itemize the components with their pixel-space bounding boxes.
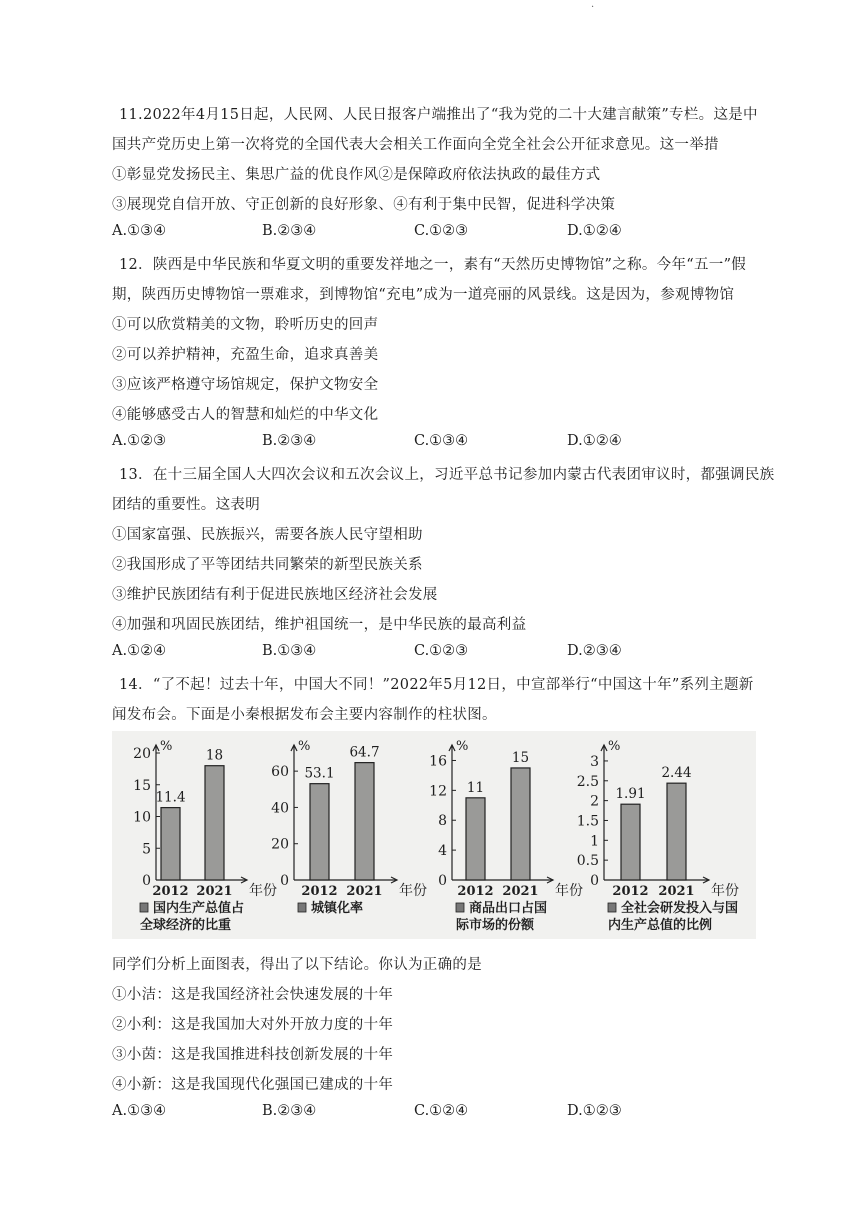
chart3-legend-text: 际市场的份额: [456, 918, 535, 933]
chart3-legend-swatch: [456, 903, 464, 912]
chart2-legend-swatch: [298, 903, 306, 912]
q12-stem-line-2: 期，陕西历史博物馆一票难求，到博物馆“充电”成为一道亮丽的风景线。这是因为，参观博物馆: [112, 287, 735, 303]
chart2-legend-text: 城镇化率: [311, 901, 364, 916]
q11-stem-line-2: 国共产党历史上第一次将党的全国代表大会相关工作面向全党全社会公开征求意见。这一举措: [112, 137, 719, 153]
chart2-x-tick-2012: 2012: [301, 884, 338, 899]
q14-option-b[interactable]: B.②③④: [262, 1103, 317, 1119]
chart4-y-tick-label: 3: [590, 753, 599, 770]
chart1-x-tick-2012: 2012: [152, 884, 189, 899]
chart3-value-label-2012: 11: [466, 779, 485, 796]
q13-statement-4: ④加强和巩固民族团结，维护祖国统一，是中华民族的最高利益: [112, 617, 527, 633]
chart3-x-tick-2012: 2012: [457, 884, 494, 899]
chart2-value-label-2012: 53.1: [304, 765, 335, 782]
q13-option-c[interactable]: C.①②③: [414, 643, 469, 659]
q11-option-d[interactable]: D.①②④: [567, 223, 622, 239]
chart4-y-tick-label: 0: [590, 873, 599, 889]
chart4-x-tick-2012: 2012: [612, 884, 649, 899]
chart4-y-tick-label: 1: [590, 833, 599, 850]
chart1-bar-2021: [205, 766, 224, 880]
charts-svg: [112, 731, 756, 939]
chart1-value-label-2012: 11.4: [155, 789, 186, 806]
chart1-x-tick-2021: 2021: [196, 884, 233, 899]
chart4-x-tick-2021: 2021: [658, 884, 695, 899]
chart1-y-tick-label: 20: [133, 746, 151, 762]
q12-statement-3: ③应该严格遵守场馆规定，保护文物安全: [112, 377, 379, 393]
chart3-y-tick-label: 12: [429, 783, 447, 800]
chart3-x-tick-2021: 2021: [502, 884, 539, 899]
chart3-y-tick-label: 16: [429, 753, 447, 770]
q13-option-d[interactable]: D.②③④: [567, 643, 622, 659]
q12-option-d[interactable]: D.①②④: [567, 433, 622, 449]
chart4-x-label: 年份: [711, 883, 739, 899]
q13-stem-line-1: 13．在十三届全国人大四次会议和五次会议上，习近平总书记参加内蒙古代表团审议时，都强调民族: [119, 467, 775, 483]
q12-statement-1: ①可以欣赏精美的文物，聆听历史的回声: [112, 317, 379, 333]
q14-stem-line-2: 闻发布会。下面是小秦根据发布会主要内容制作的柱状图。: [112, 707, 497, 723]
chart2-x-tick-2021: 2021: [346, 884, 383, 899]
q14-statement-1: ①小洁：这是我国经济社会快速发展的十年: [112, 987, 394, 1003]
bar-chart-panel: [112, 731, 756, 939]
q14-statement-4: ④小新：这是我国现代化强国已建成的十年: [112, 1077, 394, 1093]
q12-option-a[interactable]: A.①②③: [112, 433, 167, 449]
chart1-bar-2012: [161, 808, 180, 880]
chart1-legend-text: 全球经济的比重: [140, 918, 232, 933]
chart3-y-tick-label: 8: [438, 813, 447, 830]
q13-option-a[interactable]: A.①②④: [112, 643, 167, 659]
q14-option-d[interactable]: D.①②③: [567, 1103, 622, 1119]
chart2-y-tick-label: 20: [271, 836, 289, 853]
q11-statement-3-4: ③展现党自信开放、守正创新的良好形象、④有利于集中民智，促进科学决策: [112, 197, 616, 213]
q12-statement-2: ②可以养护精神，充盈生命，追求真善美: [112, 347, 379, 363]
chart2-bar-2021: [355, 763, 374, 880]
q14-stem-line-1: 14．“了不起！过去十年，中国大不同！”2022年5月12日，中宣部举行“中国这十年”系列主题新: [119, 677, 754, 693]
q11-option-a[interactable]: A.①③④: [112, 223, 167, 239]
top-mark: ·: [591, 2, 595, 13]
chart4-y-tick-label: 2: [590, 793, 599, 810]
chart4-y-unit: %: [608, 739, 621, 754]
q12-statement-4: ④能够感受古人的智慧和灿烂的中华文化: [112, 407, 379, 423]
chart2-y-tick-label: 40: [271, 800, 289, 817]
chart3-y-unit: %: [456, 739, 469, 754]
chart1-value-label-2021: 18: [205, 747, 224, 764]
chart2-value-label-2021: 64.7: [349, 744, 380, 761]
chart2-bar-2012: [310, 784, 329, 880]
chart4-y-tick-label: 0.5: [576, 853, 599, 870]
chart4-value-label-2012: 1.91: [615, 786, 646, 803]
chart4-y-tick-label: 2.5: [576, 773, 599, 790]
chart3-legend-text: 商品出口占国: [469, 901, 548, 916]
q12-stem-line-1: 12．陕西是中华民族和华夏文明的重要发祥地之一，素有“天然历史博物馆”之称。今年“五一”假: [119, 257, 747, 273]
q11-option-b[interactable]: B.②③④: [262, 223, 317, 239]
chart1-x-label: 年份: [249, 883, 277, 899]
chart1-y-unit: %: [160, 739, 173, 754]
q14-prompt: 同学们分析上面图表，得出了以下结论。你认为正确的是: [112, 957, 482, 973]
q13-stem-line-2: 团结的重要性。这表明: [112, 497, 260, 513]
q12-option-b[interactable]: B.②③④: [262, 433, 317, 449]
chart4-y-tick-label: 1.5: [576, 813, 599, 830]
chart1-y-tick-label: 5: [142, 841, 151, 858]
chart4-legend-text: 内生产总值的比例: [608, 918, 713, 933]
chart4-bar-2021: [667, 783, 686, 880]
chart4-legend-swatch: [608, 903, 616, 912]
q13-statement-1: ①国家富强、民族振兴，需要各族人民守望相助: [112, 527, 423, 543]
chart3-bar-2021: [511, 768, 530, 880]
chart3-bar-2012: [466, 798, 485, 880]
q14-statement-3: ③小茵：这是我国推进科技创新发展的十年: [112, 1047, 394, 1063]
chart1-y-tick-label: 0: [142, 873, 151, 889]
q11-statement-1-2: ①彰显党发扬民主、集思广益的优良作风②是保障政府依法执政的最佳方式: [112, 167, 601, 183]
chart1-y-tick-label: 10: [133, 809, 151, 826]
chart3-y-tick-label: 0: [438, 873, 447, 889]
chart2-y-tick-label: 0: [280, 873, 289, 889]
chart2-y-unit: %: [298, 739, 311, 754]
chart4-bar-2012: [621, 804, 640, 880]
chart2-x-label: 年份: [399, 883, 427, 899]
q14-statement-2: ②小利：这是我国加大对外开放力度的十年: [112, 1017, 394, 1033]
q12-option-c[interactable]: C.①③④: [414, 433, 469, 449]
q14-option-c[interactable]: C.①②④: [414, 1103, 469, 1119]
chart4-legend-text: 全社会研发投入与国: [621, 901, 739, 916]
chart1-y-tick-label: 15: [133, 777, 151, 794]
q11-stem-line-1: 11.2022年4月15日起，人民网、人民日报客户端推出了“我为党的二十大建言献策”专栏。这是中: [119, 107, 758, 123]
q14-option-a[interactable]: A.①③④: [112, 1103, 167, 1119]
q11-option-c[interactable]: C.①②③: [414, 223, 469, 239]
chart3-value-label-2021: 15: [511, 749, 530, 766]
q13-statement-3: ③维护民族团结有利于促进民族地区经济社会发展: [112, 587, 438, 603]
q13-option-b[interactable]: B.①③④: [262, 643, 317, 659]
q13-statement-2: ②我国形成了平等团结共同繁荣的新型民族关系: [112, 557, 423, 573]
chart3-x-label: 年份: [555, 883, 583, 899]
chart3-y-tick-label: 4: [438, 843, 447, 860]
chart1-legend-swatch: [140, 903, 148, 912]
chart2-y-tick-label: 60: [271, 764, 289, 781]
chart4-value-label-2021: 2.44: [661, 765, 692, 782]
chart1-legend-text: 国内生产总值占: [153, 901, 245, 916]
